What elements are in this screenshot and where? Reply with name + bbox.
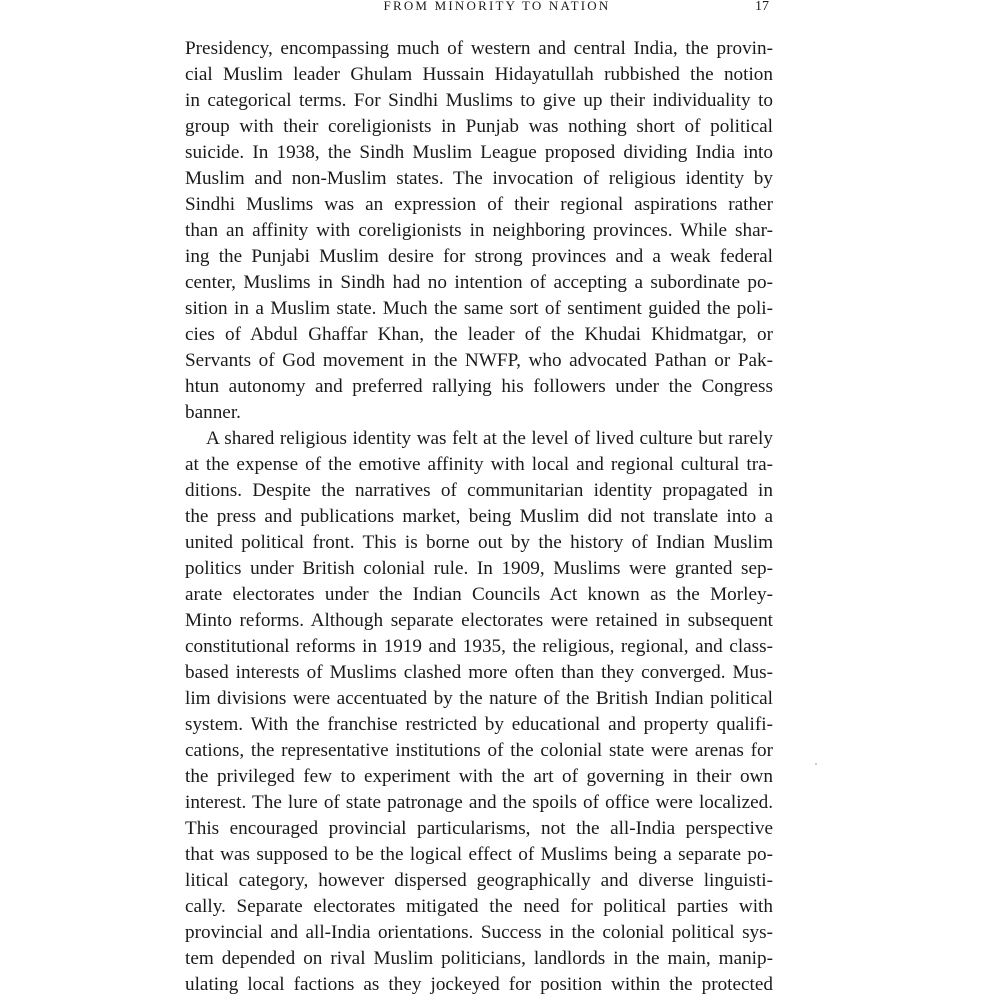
text-line: than an affinity with coreligionists in neighboring provinces. While shar- (185, 220, 773, 241)
text-line: in categorical terms. For Sindhi Muslims to give up their individuality to (185, 90, 773, 111)
paragraph (185, 426, 773, 998)
text-line: lim divisions were accentuated by the nature of the British Indian political (185, 688, 773, 709)
text-line: the privileged few to experiment with the art of governing in their own (185, 766, 773, 787)
text-line: Muslim and non-Muslim states. The invocation of religious identity by (185, 168, 773, 189)
text-line: ing the Punjabi Muslim desire for strong provinces and a weak federal (185, 246, 773, 267)
text-line: constitutional reforms in 1919 and 1935, the religious, regional, and class- (185, 636, 773, 657)
text-line: interest. The lure of state patronage and the spoils of office were localized. (185, 792, 773, 813)
text-line: Presidency, encompassing much of western and central India, the provin- (185, 38, 773, 59)
text-line: cial Muslim leader Ghulam Hussain Hidayatullah rubbished the notion (185, 64, 773, 85)
text-line: suicide. In 1938, the Sindh Muslim League proposed dividing India into (185, 142, 773, 163)
text-line: cations, the representative institutions of the colonial state were arenas for (185, 740, 773, 761)
text-line: ditions. Despite the narratives of communitarian identity propagated in (185, 480, 773, 501)
page-number: 17 (755, 0, 769, 14)
body-text (185, 36, 773, 998)
text-line: sition in a Muslim state. Much the same sort of sentiment guided the poli- (185, 298, 773, 319)
text-line: at the expense of the emotive affinity with local and regional cultural tra- (185, 454, 773, 475)
text-line: system. With the franchise restricted by educational and property qualifi- (185, 714, 773, 735)
text-line: provincial and all-India orientations. Success in the colonial political sys- (185, 922, 773, 943)
text-line: based interests of Muslims clashed more often than they converged. Mus- (185, 662, 773, 683)
text-line: arate electorates under the Indian Councils Act known as the Morley- (185, 584, 773, 605)
text-line: group with their coreligionists in Punjab was nothing short of political (185, 116, 773, 137)
text-line: litical category, however dispersed geographically and diverse linguisti- (185, 870, 773, 891)
text-line: This encouraged provincial particularisms, not the all-India perspective (185, 818, 773, 839)
scan-speck (815, 763, 817, 765)
running-head-title: FROM MINORITY TO NATION (383, 0, 611, 13)
text-line: A shared religious identity was felt at the level of lived culture but rarely (206, 428, 773, 449)
text-line: cies of Abdul Ghaffar Khan, the leader of the Khudai Khidmatgar, or (185, 324, 773, 345)
text-line: htun autonomy and preferred rallying his followers under the Congress (185, 376, 773, 397)
text-line: tem depended on rival Muslim politicians, landlords in the main, manip- (185, 948, 773, 969)
book-page (185, 0, 773, 998)
text-line: that was supposed to be the logical effect of Muslims being a separate po- (185, 844, 773, 865)
text-line: Sindhi Muslims was an expression of their regional aspirations rather (185, 194, 773, 215)
text-line: Minto reforms. Although separate electorates were retained in subsequent (185, 610, 773, 631)
text-line: politics under British colonial rule. In 1909, Muslims were granted sep- (185, 558, 773, 579)
text-line: cally. Separate electorates mitigated the need for political parties with (185, 896, 773, 917)
text-line: Servants of God movement in the NWFP, who advocated Pathan or Pak- (185, 350, 773, 371)
text-line: united political front. This is borne out by the history of Indian Muslim (185, 532, 773, 553)
text-line: banner. (185, 402, 241, 423)
paragraph (185, 36, 773, 426)
running-head (185, 0, 773, 14)
text-line: the press and publications market, being Muslim did not translate into a (185, 506, 773, 527)
text-line: ulating local factions as they jockeyed for position within the protected (185, 974, 773, 995)
text-line: center, Muslims in Sindh had no intention of accepting a subordinate po- (185, 272, 773, 293)
